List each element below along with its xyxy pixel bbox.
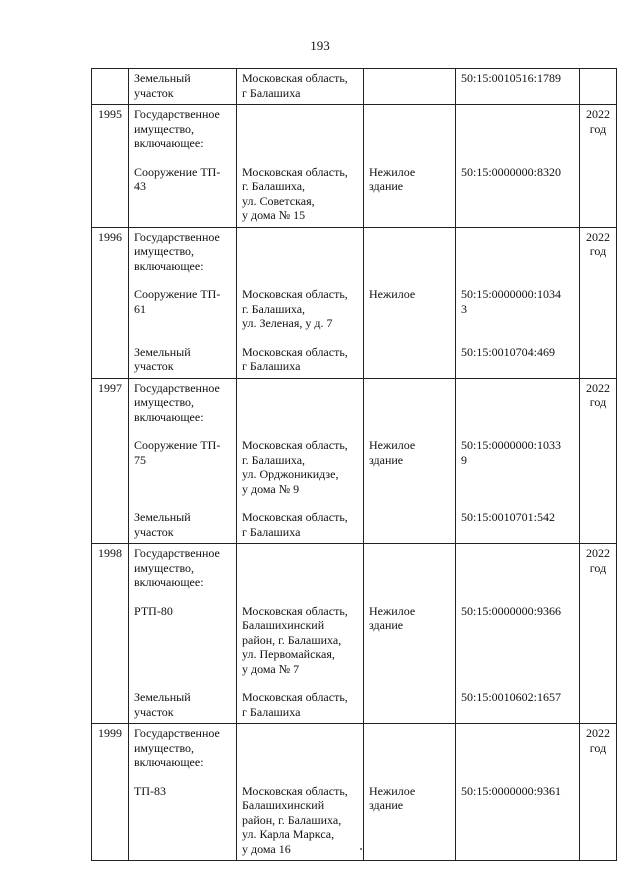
object-type-cell <box>364 544 456 724</box>
object-name: Сооружение ТП- 43 <box>134 164 221 193</box>
cadastral-number-cell <box>456 724 580 861</box>
object-name-cell <box>129 724 237 861</box>
table-row <box>92 227 617 378</box>
year-cell: 2022 год <box>580 378 617 544</box>
spacer <box>369 273 450 287</box>
spacer <box>369 726 450 770</box>
object-type <box>369 510 450 539</box>
spacer <box>134 424 231 438</box>
entry-number-cell: 1996 <box>92 227 129 378</box>
spacer <box>461 273 574 287</box>
spacer <box>134 273 231 287</box>
spacer <box>369 107 450 151</box>
spacer <box>461 770 574 784</box>
address-cell <box>237 378 364 544</box>
spacer <box>242 381 358 425</box>
cadastral-number-cell <box>456 378 580 544</box>
spacer <box>134 676 231 690</box>
address-cell: Московская область, г Балашиха <box>237 69 364 105</box>
object-address: Московская область, г Балашиха <box>242 344 348 373</box>
group-header-text: Государственное имущество, включающее: <box>134 546 220 589</box>
spacer <box>369 331 450 345</box>
spacer <box>242 151 358 165</box>
spacer <box>461 546 574 590</box>
property-registry-table <box>91 68 617 861</box>
scan-speck <box>360 848 362 850</box>
object-address: Московская область, г. Балашиха, ул. Зеленая, у д. 7 <box>242 287 348 330</box>
object-name-cell <box>129 544 237 724</box>
object-type: Нежилое здание <box>369 438 416 467</box>
spacer <box>461 590 574 604</box>
spacer <box>242 676 358 690</box>
spacer <box>242 424 358 438</box>
spacer <box>134 151 231 165</box>
table-row <box>92 69 617 105</box>
cadastral-number: 50:15:0000000:9366 <box>461 603 562 618</box>
spacer <box>369 590 450 604</box>
object-name-cell <box>129 378 237 544</box>
spacer <box>242 770 358 784</box>
object-type-cell <box>364 378 456 544</box>
table-row <box>92 105 617 228</box>
object-type <box>369 690 450 719</box>
entry-number-cell: 1995 <box>92 105 129 228</box>
cadastral-number-cell <box>456 227 580 378</box>
cadastral-number: 50:15:0000000:9361 <box>461 783 562 798</box>
object-type-cell <box>364 227 456 378</box>
spacer <box>461 726 574 770</box>
object-address: Московская область, Балашихинский район, г. Балашиха, ул. Карла Маркса, у дома 16 <box>242 783 348 856</box>
entry-number-cell: 1997 <box>92 378 129 544</box>
object-type: Нежилое здание <box>369 603 416 632</box>
group-header-text: Государственное имущество, включающее: <box>134 726 220 769</box>
object-type-cell <box>364 724 456 861</box>
year-cell <box>580 69 617 105</box>
entry-number-cell: 1999 <box>92 724 129 861</box>
group-header-text: Государственное имущество, включающее: <box>134 380 220 424</box>
object-name-cell <box>129 227 237 378</box>
spacer <box>134 496 231 510</box>
object-type <box>369 345 450 374</box>
object-name-cell <box>129 105 237 228</box>
object-name-cell: Земельный участок <box>129 69 237 105</box>
object-address: Московская область, г. Балашиха, ул. Советская, у дома № 15 <box>242 164 348 222</box>
spacer <box>461 676 574 690</box>
group-header-text: Государственное имущество, включающее: <box>134 229 220 273</box>
entry-number-cell: 1998 <box>92 544 129 724</box>
object-type: Нежилое здание <box>369 783 416 812</box>
spacer <box>134 770 231 784</box>
address-cell <box>237 724 364 861</box>
object-name: ТП-83 <box>134 783 166 798</box>
spacer <box>461 496 574 510</box>
spacer <box>369 770 450 784</box>
object-name: Сооружение ТП- 75 <box>134 438 221 467</box>
spacer <box>369 151 450 165</box>
cadastral-number-cell <box>456 105 580 228</box>
spacer <box>369 496 450 510</box>
spacer <box>461 381 574 425</box>
object-type-cell <box>364 105 456 228</box>
spacer <box>369 381 450 425</box>
year-cell: 2022 год <box>580 105 617 228</box>
object-name: Земельный участок <box>134 690 191 719</box>
spacer <box>242 107 358 151</box>
spacer <box>369 546 450 590</box>
spacer <box>242 590 358 604</box>
object-address: Московская область, г Балашиха <box>242 690 348 719</box>
spacer <box>461 151 574 165</box>
spacer <box>134 590 231 604</box>
object-name: Земельный участок <box>134 344 191 373</box>
cadastral-number: 50:15:0000000:1034 3 <box>461 287 562 316</box>
spacer <box>242 230 358 274</box>
object-address: Московская область, г. Балашиха, ул. Орджоникидзе, у дома № 9 <box>242 438 348 496</box>
table-row <box>92 544 617 724</box>
cadastral-number: 50:15:0010602:1657 <box>461 690 562 704</box>
spacer <box>369 230 450 274</box>
object-name: РТП-80 <box>134 603 173 618</box>
cadastral-number: 50:15:0000000:8320 <box>461 164 562 179</box>
group-header-text: Государственное имущество, включающее: <box>134 107 220 150</box>
spacer <box>369 676 450 690</box>
cadastral-number-cell <box>456 544 580 724</box>
cadastral-number: 50:15:0000000:1033 9 <box>461 438 562 467</box>
address-cell <box>237 544 364 724</box>
spacer <box>242 496 358 510</box>
page-number: 193 <box>310 38 330 53</box>
spacer <box>461 230 574 274</box>
spacer <box>461 107 574 151</box>
cadastral-number: 50:15:0010701:542 <box>461 510 556 524</box>
year-cell: 2022 год <box>580 227 617 378</box>
object-type: Нежилое <box>369 287 416 301</box>
object-name: Земельный участок <box>134 510 191 539</box>
object-type-cell <box>364 69 456 105</box>
spacer <box>461 424 574 438</box>
table-row <box>92 724 617 861</box>
address-cell <box>237 105 364 228</box>
year-cell: 2022 год <box>580 724 617 861</box>
year-cell: 2022 год <box>580 544 617 724</box>
spacer <box>369 424 450 438</box>
spacer <box>134 331 231 345</box>
object-address: Московская область, г Балашиха <box>242 510 348 539</box>
entry-number-cell <box>92 69 129 105</box>
object-address: Московская область, Балашихинский район, г. Балашиха, ул. Первомайская, у дома № 7 <box>242 603 348 676</box>
object-name: Сооружение ТП- 61 <box>134 287 221 316</box>
object-type: Нежилое здание <box>369 164 416 193</box>
spacer <box>242 331 358 345</box>
cadastral-number: 50:15:0010704:469 <box>461 344 556 359</box>
spacer <box>461 331 574 345</box>
spacer <box>242 726 358 770</box>
address-cell <box>237 227 364 378</box>
spacer <box>242 273 358 287</box>
cadastral-number-cell: 50:15:0010516:1789 <box>456 69 580 105</box>
spacer <box>242 546 358 590</box>
table-row <box>92 378 617 544</box>
